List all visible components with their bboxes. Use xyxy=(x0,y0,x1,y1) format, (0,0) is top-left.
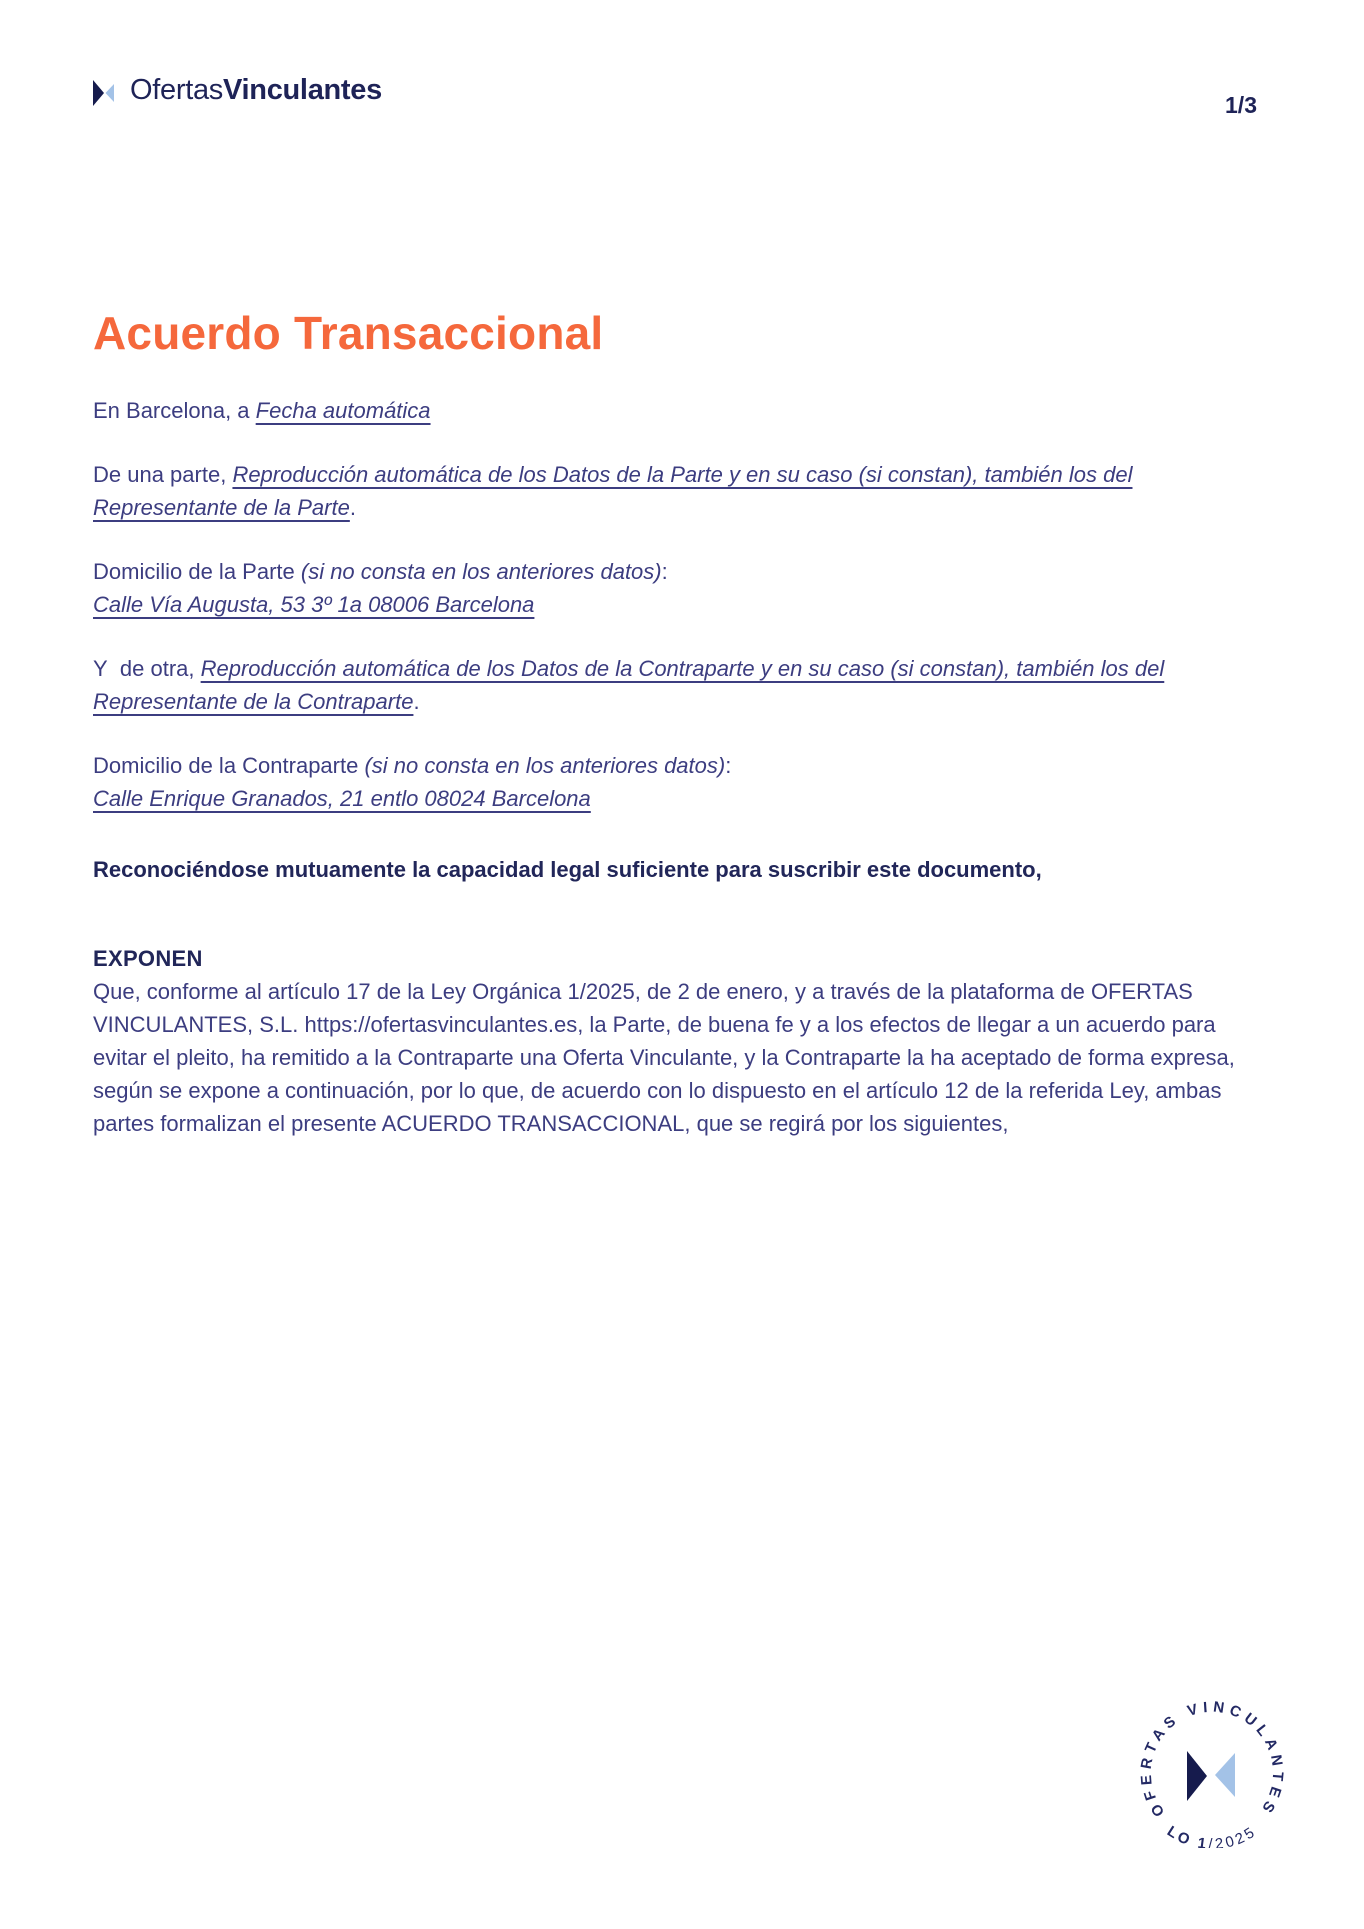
party-domicile-note: (si no consta en los anteriores datos) xyxy=(300,559,662,584)
stamp-arc-top-text: OFERTAS VINCULANTES xyxy=(1137,1698,1287,1820)
party-paragraph xyxy=(93,458,1235,524)
page-number: 1/3 xyxy=(1225,92,1257,118)
party-domicile-paragraph xyxy=(93,555,1235,621)
capacity-clause: Reconociéndose mutuamente la capacidad legal suficiente para suscribir este documento, xyxy=(93,857,1042,882)
party-domicile-colon: : xyxy=(661,559,668,584)
counterparty-auto-data-field: Reproducción automática de los Datos de la Contraparte y en su caso (si constan), también los del Representante de la Contraparte xyxy=(93,656,1165,714)
brand-name-bold: Vinculantes xyxy=(223,74,382,106)
party-address-field: Calle Vía Augusta, 53 3º 1a 08006 Barcelona xyxy=(93,592,535,617)
party-suffix: . xyxy=(349,495,356,520)
counterparty-domicile-paragraph xyxy=(93,749,1235,815)
brand-triangles-icon xyxy=(93,80,114,107)
stamp-seal-icon xyxy=(1137,1698,1287,1848)
counterparty-domicile-label: Domicilio de la Contraparte xyxy=(93,753,365,778)
party-auto-data-field: Reproducción automática de los Datos de la Parte y en su caso (si constan), también los del Representante de la Parte xyxy=(93,462,1133,520)
counterparty-prefix: Y de otra, xyxy=(93,656,201,681)
exponen-body: Que, conforme al artículo 17 de la Ley Orgánica 1/2025, de 2 de enero, y a través de la plataforma de OFERTAS VINCULANTES, S.L. https://ofertasvinculantes.es, la Parte, de buena fe y a los efectos de llegar a un acuerdo para evitar el pleito, ha remitido a la Contraparte una Oferta Vinculante, y la Contraparte la ha aceptado de forma expresa, según se expone a continuación, por lo que, de acuerdo con lo dispuesto en el artículo 12 de la referida Ley, ambas partes formalizan el presente ACUERDO TRANSACCIONAL, que se regirá por los siguientes, xyxy=(93,979,1235,1136)
brand-name-regular: Ofertas xyxy=(130,74,223,106)
company-stamp xyxy=(1137,1698,1287,1848)
stamp-triangles-icon xyxy=(1187,1751,1235,1801)
document-content xyxy=(93,307,1235,1140)
page-header xyxy=(93,74,1257,119)
intro-paragraph xyxy=(93,394,1235,427)
counterparty-domicile-colon: : xyxy=(725,753,732,778)
stamp-arc-bottom-text: LO 1/2025 xyxy=(1163,1822,1261,1848)
party-domicile-label: Domicilio de la Parte xyxy=(93,559,301,584)
counterparty-suffix: . xyxy=(413,689,420,714)
brand-wordmark xyxy=(130,74,382,107)
intro-auto-date-field: Fecha automática xyxy=(255,398,431,423)
exponen-heading: EXPONEN xyxy=(93,946,203,971)
document-title: Acuerdo Transaccional xyxy=(93,307,604,359)
counterparty-address-field: Calle Enrique Granados, 21 entlo 08024 Barcelona xyxy=(93,786,591,811)
brand-logo xyxy=(93,74,382,107)
party-prefix: De una parte, xyxy=(93,462,233,487)
intro-prefix: En Barcelona, a xyxy=(93,398,256,423)
counterparty-paragraph xyxy=(93,652,1235,718)
counterparty-domicile-note: (si no consta en los anteriores datos) xyxy=(364,753,726,778)
